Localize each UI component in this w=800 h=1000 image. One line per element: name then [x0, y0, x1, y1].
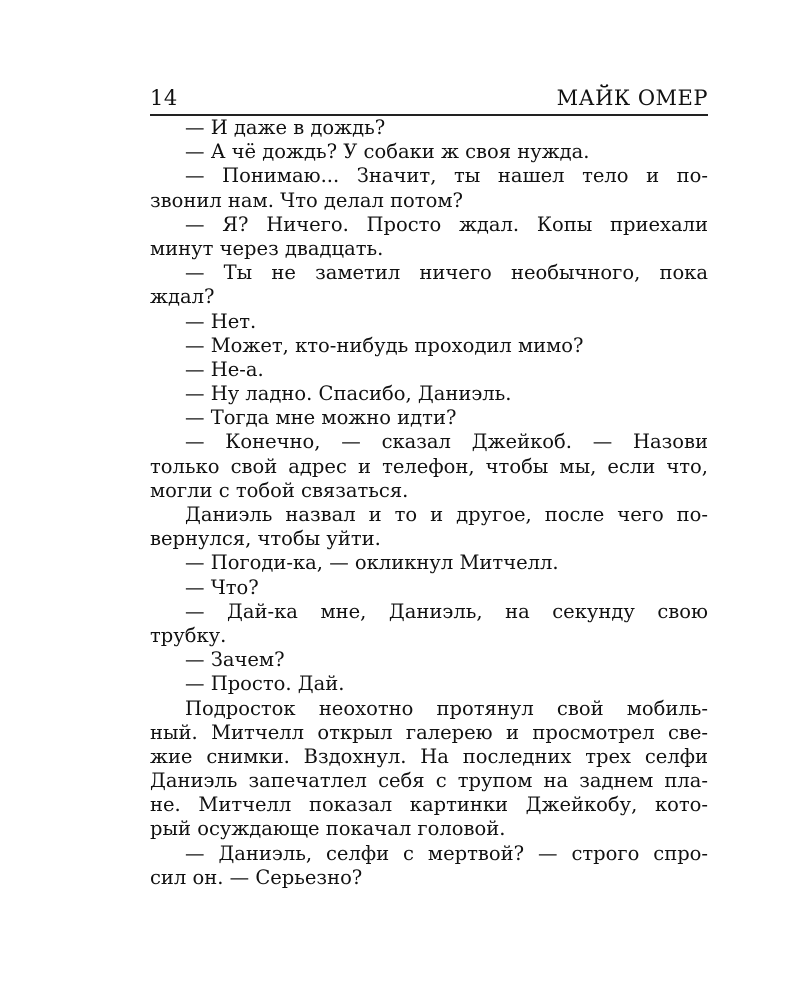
text-line: — Даниэль, селфи с мертвой? — строго спро- — [185, 841, 708, 865]
text-line: — Погоди-ка, — окликнул Митчелл. — [185, 551, 559, 575]
text-line: — И даже в дождь? — [185, 116, 386, 139]
text-line: звонил нам. Что делал потом? — [150, 188, 463, 212]
text-line: — Ты не заметил ничего необычного, пока — [185, 261, 708, 285]
text-line: — Нет. — [185, 309, 257, 333]
text-line: — Конечно, — сказал Джейкоб. — Назови — [185, 430, 708, 454]
text-line: не. Митчелл показал картинки Джейкобу, кото- — [150, 793, 708, 817]
running-title: МАЙК ОМЕР — [556, 86, 708, 110]
page-number: 14 — [150, 86, 178, 110]
text-line: Подросток неохотно протянул свой мобиль- — [185, 696, 708, 720]
text-line: вернулся, чтобы уйти. — [150, 527, 381, 551]
text-line: Даниэль назвал и то и другое, после чего по- — [185, 503, 708, 526]
text-line: — Тогда мне можно идти? — [185, 406, 457, 430]
text-line: — Я? Ничего. Просто ждал. Копы приехали — [185, 212, 708, 236]
text-line: — Может, кто-нибудь проходил мимо? — [185, 333, 584, 357]
text-line: ждал? — [150, 285, 215, 309]
text-line: могли с тобой связаться. — [150, 478, 409, 502]
text-line: — Понимаю... Значит, ты нашел тело и по- — [185, 164, 708, 188]
text-line: ный. Митчелл открыл галерею и просмотрел све- — [150, 720, 708, 744]
text-line: — А чё дождь? У собаки ж своя нужда. — [185, 140, 590, 164]
text-line: трубку. — [150, 623, 227, 647]
text-line: — Дай-ка мне, Даниэль, на секунду свою — [185, 599, 708, 623]
book-page — [150, 84, 708, 890]
text-line: — Что? — [185, 575, 259, 599]
text-line: — Просто. Дай. — [185, 672, 345, 696]
running-header — [150, 84, 708, 116]
text-line: — Не-а. — [185, 357, 264, 381]
text-line: жие снимки. Вздохнул. На последних трех селфи — [150, 744, 708, 768]
text-line: только свой адрес и телефон, чтобы мы, если что, — [150, 454, 708, 478]
text-line: минут через двадцать. — [150, 236, 384, 260]
text-line: Даниэль запечатлел себя с трупом на заднем пла- — [150, 769, 708, 793]
text-line: рый осуждающе покачал головой. — [150, 817, 506, 841]
text-line: — Зачем? — [185, 648, 285, 672]
text-line: — Ну ладно. Спасибо, Даниэль. — [185, 382, 512, 406]
body-text — [150, 116, 708, 890]
text-line: сил он. — Серьезно? — [150, 865, 363, 889]
